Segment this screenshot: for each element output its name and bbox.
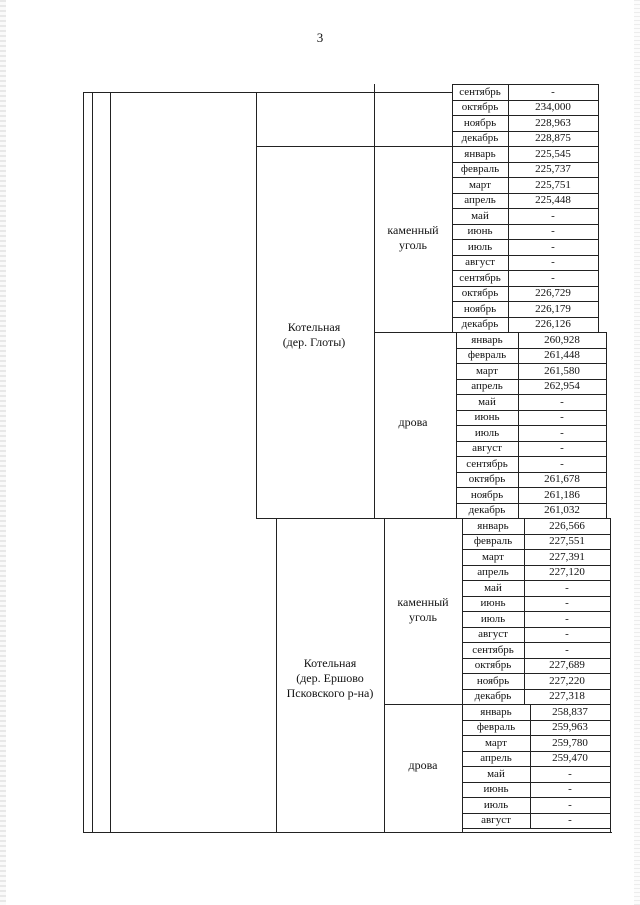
- table-rule-horizontal: [462, 549, 610, 550]
- table-rule-horizontal: [462, 518, 610, 519]
- month-cell: июнь: [483, 783, 509, 796]
- page-number: 3: [316, 30, 324, 45]
- month-cell: ноябрь: [463, 302, 497, 315]
- month-cell: ноябрь: [463, 116, 497, 129]
- table-rule-horizontal: [452, 286, 598, 287]
- fuel-wood-ershovo-label: дрова: [408, 758, 438, 772]
- boiler-name-ershovo-line2: (дер. Ершово: [296, 671, 364, 685]
- month-cell: март: [485, 736, 507, 749]
- table-rule-horizontal: [452, 131, 598, 132]
- fuel-wood-gloty: [374, 415, 452, 430]
- month-cell: сентябрь: [472, 643, 514, 656]
- month-cell: июнь: [474, 411, 500, 424]
- value-cell: 225,737: [535, 163, 571, 176]
- table-rule-horizontal: [462, 813, 610, 814]
- table-rule-vertical: [508, 146, 509, 332]
- table-rule-horizontal: [456, 332, 606, 333]
- value-cell: -: [560, 411, 564, 424]
- value-cell: -: [565, 597, 569, 610]
- fuel-wood-gloty-label: дрова: [398, 415, 428, 429]
- value-cell: -: [551, 85, 555, 98]
- month-cell: март: [469, 178, 491, 191]
- table-rule-horizontal: [256, 518, 462, 519]
- value-cell: 226,126: [535, 318, 571, 331]
- boiler-name-gloty-line1: Котельная: [287, 320, 341, 334]
- table-rule-horizontal: [83, 92, 452, 93]
- table-rule-horizontal: [462, 735, 610, 736]
- table-rule-vertical: [452, 146, 453, 332]
- value-cell: -: [560, 457, 564, 470]
- table-rule-horizontal: [456, 456, 606, 457]
- table-rule-horizontal: [452, 100, 598, 101]
- month-cell: май: [487, 767, 505, 780]
- month-cell: июль: [483, 798, 509, 811]
- value-cell: 227,391: [549, 550, 585, 563]
- value-cell: 259,470: [552, 752, 588, 765]
- scan-edge-right: [634, 0, 640, 905]
- value-cell: 228,875: [535, 132, 571, 145]
- value-cell: -: [565, 628, 569, 641]
- month-cell: сентябрь: [459, 85, 501, 98]
- value-cell: -: [568, 767, 572, 780]
- value-cell: -: [560, 426, 564, 439]
- value-cell: -: [560, 395, 564, 408]
- value-cell: -: [551, 256, 555, 269]
- month-cell: апрель: [477, 566, 509, 579]
- value-cell: 259,963: [552, 721, 588, 734]
- table-rule-vertical: [256, 92, 257, 518]
- month-cell: июль: [467, 240, 493, 253]
- value-cell: 227,551: [549, 535, 585, 548]
- table-rule-horizontal: [462, 704, 610, 705]
- month-cell: ноябрь: [476, 674, 510, 687]
- month-cell: январь: [477, 519, 509, 532]
- value-cell: 234,000: [535, 101, 571, 114]
- value-cell: -: [551, 271, 555, 284]
- value-cell: 226,566: [549, 519, 585, 532]
- month-cell: июль: [480, 612, 506, 625]
- month-cell: декабрь: [468, 504, 506, 517]
- table-rule-vertical: [524, 518, 525, 704]
- month-cell: сентябрь: [459, 271, 501, 284]
- month-cell: февраль: [467, 349, 507, 362]
- month-cell: октябрь: [468, 473, 506, 486]
- table-rule-horizontal: [462, 580, 610, 581]
- table-rule-horizontal: [83, 832, 612, 833]
- value-cell: 261,580: [544, 364, 580, 377]
- table-rule-horizontal: [462, 658, 610, 659]
- scan-edge-left: [0, 0, 6, 905]
- value-cell: 227,689: [549, 659, 585, 672]
- table-rule-horizontal: [452, 177, 598, 178]
- month-cell: февраль: [473, 535, 513, 548]
- table-rule-horizontal: [462, 642, 610, 643]
- table-rule-horizontal: [256, 146, 452, 147]
- table-rule-vertical: [110, 92, 111, 832]
- table-rule-horizontal: [462, 596, 610, 597]
- table-rule-horizontal: [452, 162, 598, 163]
- table-rule-horizontal: [452, 255, 598, 256]
- month-cell: март: [482, 550, 504, 563]
- month-cell: декабрь: [461, 132, 499, 145]
- value-cell: -: [565, 612, 569, 625]
- month-cell: апрель: [471, 380, 503, 393]
- value-cell: 225,751: [535, 178, 571, 191]
- value-cell: 226,179: [535, 302, 571, 315]
- value-cell: -: [551, 240, 555, 253]
- value-cell: 225,448: [535, 194, 571, 207]
- table-rule-vertical: [518, 332, 519, 518]
- table-rule-horizontal: [462, 782, 610, 783]
- table-rule-horizontal: [456, 441, 606, 442]
- value-cell: -: [560, 442, 564, 455]
- table-rule-horizontal: [456, 394, 606, 395]
- table-rule-horizontal: [462, 797, 610, 798]
- table-rule-horizontal: [462, 766, 610, 767]
- table-rule-horizontal: [462, 611, 610, 612]
- table-rule-vertical: [606, 332, 607, 518]
- table-rule-horizontal: [384, 704, 462, 705]
- fuel-coal-gloty: [374, 223, 452, 253]
- table-rule-horizontal: [456, 348, 606, 349]
- fuel-coal-ershovo-line2: уголь: [409, 610, 437, 624]
- table-rule-vertical: [374, 84, 375, 518]
- fuel-coal-ershovo: [384, 595, 462, 625]
- value-cell: 261,678: [544, 473, 580, 486]
- month-cell: апрель: [480, 752, 512, 765]
- table-rule-horizontal: [452, 208, 598, 209]
- table-rule-vertical: [610, 518, 611, 704]
- month-cell: май: [484, 581, 502, 594]
- value-cell: 258,837: [552, 705, 588, 718]
- month-cell: январь: [471, 333, 503, 346]
- month-cell: февраль: [476, 721, 516, 734]
- month-cell: октябрь: [461, 287, 499, 300]
- fuel-coal-gloty-line1: каменный: [387, 223, 439, 237]
- value-cell: -: [551, 225, 555, 238]
- table-rule-horizontal: [462, 720, 610, 721]
- month-cell: октябрь: [461, 101, 499, 114]
- table-rule-horizontal: [452, 239, 598, 240]
- value-cell: -: [568, 814, 572, 827]
- value-cell: -: [565, 581, 569, 594]
- fuel-wood-ershovo: [384, 758, 462, 773]
- value-cell: 227,318: [549, 690, 585, 703]
- value-cell: 228,963: [535, 116, 571, 129]
- value-cell: 227,220: [549, 674, 585, 687]
- table-rule-horizontal: [462, 565, 610, 566]
- table-rule-vertical: [598, 146, 599, 332]
- month-cell: май: [478, 395, 496, 408]
- value-cell: 262,954: [544, 380, 580, 393]
- table-rule-horizontal: [462, 673, 610, 674]
- boiler-name-ershovo-line1: Котельная: [303, 656, 357, 670]
- value-cell: -: [568, 798, 572, 811]
- boiler-name-ershovo: [276, 656, 384, 701]
- table-rule-vertical: [384, 518, 385, 832]
- table-rule-horizontal: [462, 534, 610, 535]
- table-rule-vertical: [610, 704, 611, 832]
- table-rule-vertical: [452, 84, 453, 146]
- value-cell: 261,032: [544, 504, 580, 517]
- table-rule-horizontal: [456, 363, 606, 364]
- table-rule-vertical: [598, 84, 599, 146]
- month-cell: август: [472, 442, 502, 455]
- value-cell: -: [568, 783, 572, 796]
- value-cell: 260,928: [544, 333, 580, 346]
- table-rule-vertical: [508, 84, 509, 146]
- table-rule-horizontal: [456, 472, 606, 473]
- table-rule-horizontal: [462, 689, 610, 690]
- table-rule-vertical: [456, 332, 457, 518]
- table-rule-horizontal: [452, 301, 598, 302]
- boiler-name-ershovo-line3: Псковского р-на): [286, 686, 374, 700]
- table-rule-horizontal: [456, 379, 606, 380]
- month-cell: октябрь: [474, 659, 512, 672]
- table-rule-horizontal: [452, 317, 598, 318]
- table-rule-horizontal: [456, 487, 606, 488]
- month-cell: август: [481, 814, 511, 827]
- month-cell: август: [478, 628, 508, 641]
- fuel-coal-ershovo-line1: каменный: [397, 595, 449, 609]
- month-cell: декабрь: [461, 318, 499, 331]
- table-rule-horizontal: [456, 410, 606, 411]
- month-cell: июнь: [467, 225, 493, 238]
- month-cell: апрель: [464, 194, 496, 207]
- month-cell: январь: [480, 705, 512, 718]
- month-cell: декабрь: [474, 690, 512, 703]
- table-rule-horizontal: [456, 503, 606, 504]
- month-cell: сентябрь: [466, 457, 508, 470]
- table-rule-horizontal: [452, 115, 598, 116]
- value-cell: 226,729: [535, 287, 571, 300]
- table-rule-horizontal: [462, 828, 610, 829]
- month-cell: июнь: [480, 597, 506, 610]
- month-cell: февраль: [460, 163, 500, 176]
- value-cell: -: [565, 643, 569, 656]
- table-rule-vertical: [83, 92, 84, 832]
- fuel-coal-gloty-line2: уголь: [399, 238, 427, 252]
- table-rule-horizontal: [452, 270, 598, 271]
- table-rule-horizontal: [452, 193, 598, 194]
- table-rule-vertical: [92, 92, 93, 832]
- value-cell: 259,780: [552, 736, 588, 749]
- month-cell: июль: [474, 426, 500, 439]
- table-rule-horizontal: [462, 751, 610, 752]
- value-cell: -: [551, 209, 555, 222]
- boiler-name-gloty-line2: (дер. Глоты): [282, 335, 346, 349]
- month-cell: август: [465, 256, 495, 269]
- value-cell: 227,120: [549, 566, 585, 579]
- table-rule-horizontal: [462, 627, 610, 628]
- value-cell: 261,186: [544, 488, 580, 501]
- table-rule-horizontal: [452, 224, 598, 225]
- table-rule-vertical: [462, 518, 463, 704]
- table-rule-horizontal: [452, 146, 598, 147]
- month-cell: март: [476, 364, 498, 377]
- boiler-name-gloty: [256, 320, 372, 350]
- table-rule-horizontal: [456, 425, 606, 426]
- value-cell: 261,448: [544, 349, 580, 362]
- table-rule-horizontal: [452, 84, 598, 85]
- month-cell: май: [471, 209, 489, 222]
- month-cell: январь: [464, 147, 496, 160]
- month-cell: ноябрь: [470, 488, 504, 501]
- table-rule-horizontal: [374, 332, 456, 333]
- value-cell: 225,545: [535, 147, 571, 160]
